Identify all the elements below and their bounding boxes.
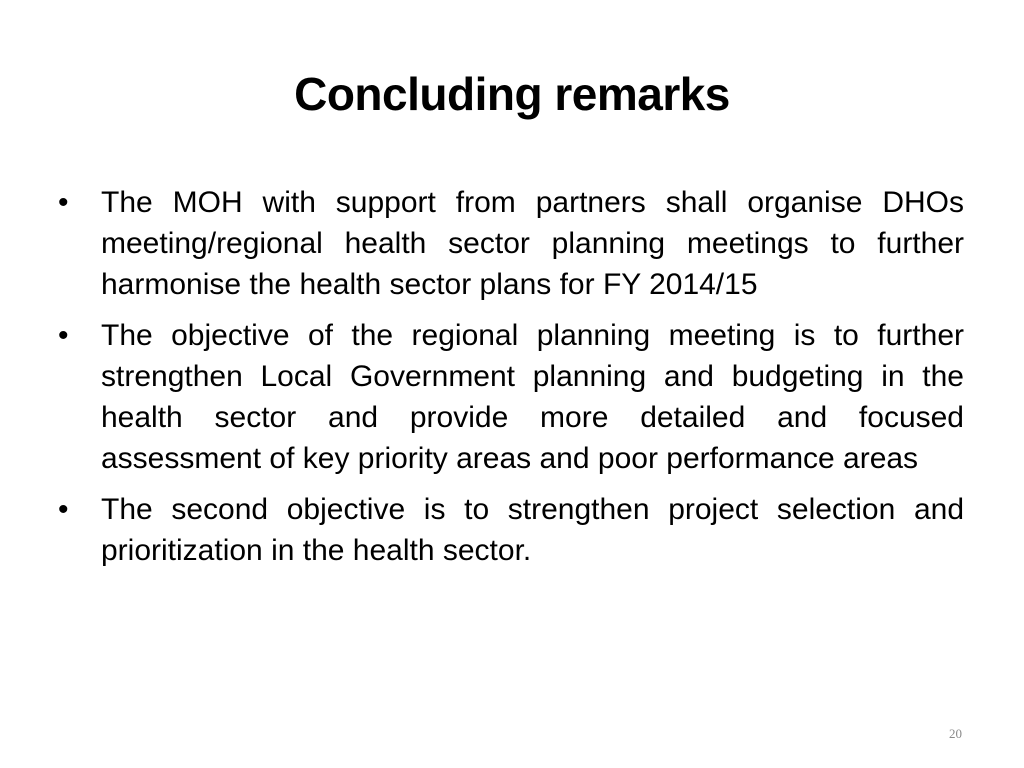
bullet-icon: • [58,493,69,526]
bullet-item [56,489,964,571]
bullet-item [56,182,964,305]
bullet-icon: • [58,319,69,352]
bullet-list [56,182,964,581]
slide-title: Concluding remarks [294,68,730,120]
page-number: 20 [949,726,962,741]
bullet-text: The MOH with support from partners shall organise DHOs meeting/regional health sector planning meetings to further harmonise the health sector plans for FY 2014/15 [101,186,964,301]
bullet-item [56,315,964,479]
bullet-text: The objective of the regional planning meeting is to further strengthen Local Government planning and budgeting in the health sector and provide more detailed and focused assessment of key priority areas and poor performance areas [101,319,964,475]
bullet-text: The second objective is to strengthen project selection and prioritization in the health sector. [101,493,964,567]
bullet-icon: • [58,186,69,219]
